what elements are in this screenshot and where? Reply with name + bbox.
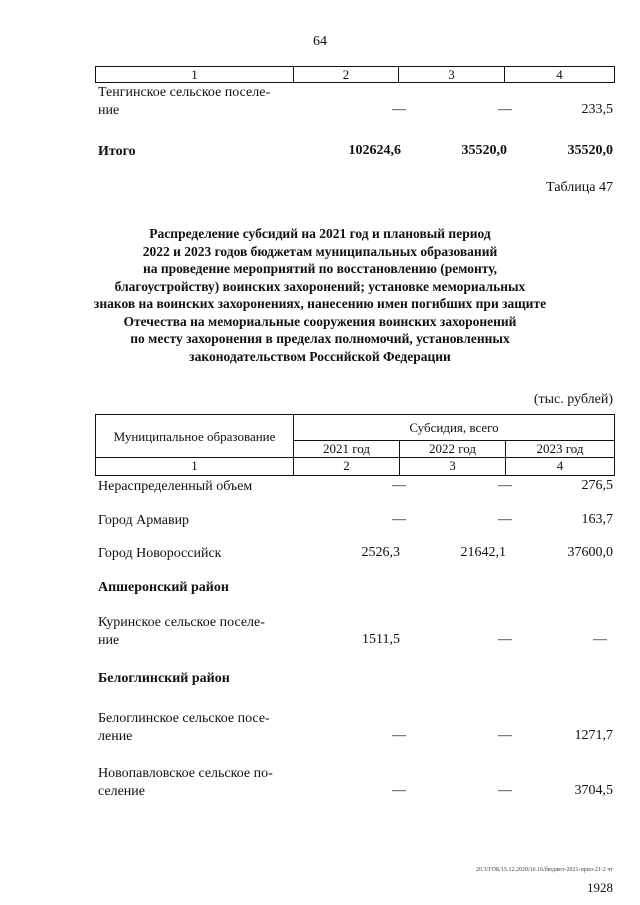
table-header — [95, 414, 615, 476]
value-2021: — — [392, 728, 406, 743]
row-name-line2: селение — [98, 784, 145, 799]
value-2021: 2526,3 — [361, 545, 400, 560]
value-2021: 1511,5 — [362, 632, 400, 647]
value-2022: — — [498, 102, 512, 117]
title-line: Распределение субсидий на 2021 год и плановый период — [149, 226, 491, 241]
total-2022: 35520,0 — [461, 143, 507, 158]
row-name-line1: Куринское сельское поселе- — [98, 615, 265, 630]
value-2021: — — [392, 512, 406, 527]
total-label: Итого — [98, 144, 136, 159]
value-2021: — — [392, 783, 406, 798]
header-municipality: Муниципальное образование — [96, 415, 294, 458]
table-row-name: Город Армавир — [98, 513, 190, 528]
title-line: законодательством Российской Федерации — [189, 348, 451, 364]
value-2023: 276,5 — [581, 478, 613, 493]
page-number: 64 — [313, 34, 327, 49]
value-2023: 3704,5 — [574, 783, 613, 798]
row-name-line2: ние — [98, 633, 120, 648]
section-heading: Белоглинский район — [98, 671, 230, 686]
table-number: Таблица 47 — [546, 180, 613, 195]
value-2023: 1271,7 — [574, 728, 613, 743]
title-line: на проведение мероприятий по восстановлению (ремонту, — [142, 261, 498, 276]
value-2022: — — [498, 783, 512, 798]
row-name-line1: Новопавловское сельское по- — [98, 766, 273, 781]
top-col-2: 2 — [294, 67, 399, 82]
header-num-2: 2 — [294, 458, 400, 475]
value-2023: — — [593, 632, 607, 647]
footer-document-code: 20.3/ГОБ/15.12.2020/16.16/бюджет-2021-прил-21-2 чт — [476, 867, 613, 873]
header-num-3: 3 — [400, 458, 506, 475]
value-2021: — — [392, 102, 406, 117]
table-row-name — [98, 614, 265, 650]
header-year-2023: 2023 год — [506, 441, 614, 458]
table-row-name: Нераспределенный объем — [98, 479, 253, 494]
row-name-line1: Белоглинское сельское посе- — [98, 711, 270, 726]
header-year-2021: 2021 год — [294, 441, 400, 458]
total-2023: 35520,0 — [567, 143, 613, 158]
top-col-4: 4 — [556, 67, 563, 82]
title-line: 2022 и 2023 годов бюджетам муниципальных образований — [142, 243, 498, 259]
row-name-line2: ние — [98, 103, 120, 118]
table-row-name — [98, 710, 270, 746]
title-line: по месту захоронения в пределах полномочий, установленных — [130, 331, 510, 346]
header-num-4: 4 — [556, 458, 564, 473]
value-2022: — — [498, 728, 512, 743]
table-title — [60, 225, 580, 365]
top-col-1: 1 — [96, 67, 294, 82]
value-2022: 21642,1 — [460, 545, 506, 560]
table-row-name: Город Новороссийск — [98, 546, 222, 561]
total-2021: 102624,6 — [348, 143, 401, 158]
value-2021: — — [392, 478, 406, 493]
title-line: Отечества на мемориальные сооружения воинских захоронений — [123, 313, 517, 329]
value-2022: — — [498, 478, 512, 493]
top-table-header — [95, 66, 615, 83]
value-2022: — — [498, 512, 512, 527]
title-line: благоустройству) воинских захоронений; установке мемориальных — [114, 278, 526, 294]
value-2023: 37600,0 — [567, 545, 613, 560]
header-num-1: 1 — [96, 458, 294, 475]
top-col-3: 3 — [399, 67, 505, 82]
title-line: знаков на воинских захоронениях, нанесению имен погибших при защите — [93, 296, 547, 311]
value-2023: 233,5 — [581, 102, 613, 117]
header-year-2022: 2022 год — [400, 441, 506, 458]
row-name-line2: ление — [98, 729, 133, 744]
footer-page-number: 1928 — [587, 880, 613, 895]
row-name-line1: Тенгинское сельское поселе- — [98, 85, 271, 100]
value-2022: — — [498, 632, 512, 647]
units-label: (тыс. рублей) — [533, 392, 613, 407]
table-row-name — [98, 765, 273, 801]
table-row-name — [98, 84, 270, 120]
value-2023: 163,7 — [581, 512, 613, 527]
section-heading: Апшеронский район — [98, 580, 229, 595]
header-subsidy: Субсидия, всего — [294, 415, 614, 441]
